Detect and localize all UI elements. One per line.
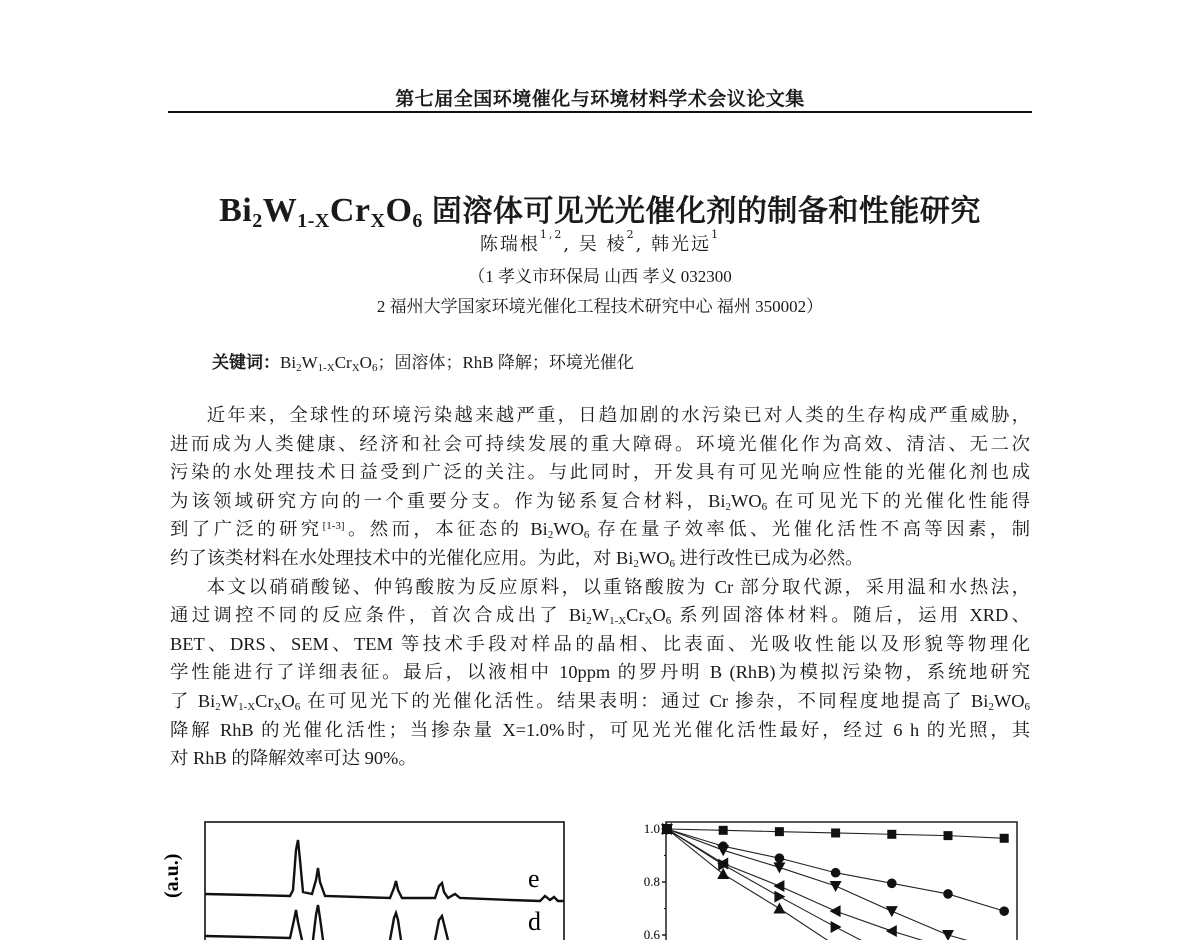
triangle-down-marker <box>717 845 729 856</box>
keyword-formula: $Bi_2W_{1-X}Cr_XO_6$ <box>280 353 378 374</box>
author-name: 陈瑞根 <box>479 234 540 255</box>
keywords-label: 关键词： <box>212 353 280 373</box>
author-name: 韩光远 <box>651 234 712 255</box>
series-square <box>663 825 1009 843</box>
series-group <box>661 823 1010 940</box>
paper-title <box>168 186 1032 230</box>
text-line: 到了广泛的研究[1-3]。然而，本征态的 $Bi_2WO_6$ 存在量子效率低、光催化活性不高等因素，制 <box>170 519 1030 542</box>
formula-part: Bi <box>219 192 253 229</box>
square-marker <box>775 827 784 836</box>
formula-part: Cr <box>329 192 371 229</box>
author-name: 吴 棱 <box>578 234 627 255</box>
text-line: 了 $Bi_2W_{1-X}Cr_XO_6$ 在可见光下的光催化活性。结果表明：通过 Cr 掺杂，不同程度地提高了 $Bi_2WO_6$ <box>170 690 1030 713</box>
circle-marker <box>831 868 841 878</box>
xrd-chart <box>150 810 580 940</box>
triangle-down-marker <box>773 862 785 873</box>
text-line: 对 RhB 的降解效率可达 90%。 <box>170 748 417 769</box>
formula-part: W <box>262 192 298 229</box>
triangle-left-marker <box>830 905 841 917</box>
formula-part: O <box>385 192 413 229</box>
triangle-down-marker <box>942 930 954 940</box>
trace-label-d: d <box>528 907 541 936</box>
y-axis <box>644 821 666 940</box>
text-line: 通过调控不同的反应条件，首次合成出了 $Bi_2W_{1-X}Cr_XO_6$ 系列固溶体材料。随后，运用 XRD、 <box>170 605 1030 628</box>
y-tick-label: 1.0 <box>643 821 660 836</box>
circle-marker <box>999 906 1009 916</box>
square-marker <box>831 828 840 837</box>
text-line: 降解 RhB 的光催化活性；当掺杂量 X=1.0%时，可见光光催化活性最好，经过 6 h 的光照，其 <box>170 719 1030 740</box>
keyword: 固溶体 <box>394 353 446 372</box>
text-line: 近年来，全球性的环境污染越来越严重，日趋加剧的水污染已对人类的生存构成严重威胁， <box>206 405 1030 425</box>
y-tick-label: 0.8 <box>643 874 660 889</box>
series-circle <box>662 824 1009 916</box>
title-text: 固溶体可见光光催化剂的制备和性能研究 <box>431 194 981 229</box>
formula-sub: X <box>370 210 386 232</box>
formula-sub: 1-X <box>297 210 330 232</box>
triangle-down-marker <box>886 906 898 917</box>
keyword: RhB 降解 <box>462 353 532 372</box>
triangle-left-marker <box>886 925 897 937</box>
plot-frame <box>205 822 564 940</box>
title-formula <box>219 192 432 232</box>
body-text <box>170 401 1030 773</box>
keywords: 关键词：$Bi_2W_{1-X}Cr_XO_6$；固溶体；RhB 降解；环境光催化 <box>212 353 634 374</box>
trace-label-e: e <box>528 864 540 893</box>
trace-e <box>205 840 564 901</box>
trace-d <box>205 905 448 940</box>
keyword: 环境光催化 <box>548 353 634 372</box>
triangle-left-marker <box>773 880 784 892</box>
author-affiliation-mark: 1 <box>711 228 721 241</box>
square-marker <box>887 830 896 839</box>
text-line: 污染的水处理技术日益受到广泛的关注。与此同时，开发具有可见光响应性能的光催化剂也成 <box>170 462 1030 483</box>
square-marker <box>944 831 953 840</box>
author-list: 陈瑞根$^{1,2}$, 吴 棱$^2$, 韩光远$^1$ <box>479 228 721 255</box>
triangle-right-marker <box>774 891 785 903</box>
y-axis-label: (a.u.) <box>161 853 183 898</box>
series-down-triangle <box>661 824 1010 940</box>
text-line: BET、DRS、SEM、TEM 等技术手段对样品的晶相、比表面、光吸收性能以及形貌等物理化 <box>170 633 1030 654</box>
text-line: 学性能进行了详细表征。最后，以液相中 10ppm 的罗丹明 B (RhB)为模拟污染物，系统地研究 <box>170 662 1030 683</box>
text-line: 进而成为人类健康、经济和社会可持续发展的重大障碍。环境光催化作为高效、清洁、无二次 <box>170 433 1030 454</box>
affiliation-2: 2 福州大学国家环境光催化工程技术研究中心 福州 350002） <box>376 297 824 316</box>
square-marker <box>719 826 728 835</box>
running-header: 第七届全国环境催化与环境材料学术会议论文集 <box>395 88 805 110</box>
author-affiliation-mark: 2 <box>626 228 636 241</box>
paragraph-2 <box>170 573 1030 773</box>
paragraph-1 <box>170 401 1030 573</box>
triangle-up-marker <box>773 903 785 914</box>
triangle-down-marker <box>830 881 842 892</box>
circle-marker <box>943 889 953 899</box>
author-affiliation-mark: 1,2 <box>539 228 564 241</box>
text-line: 为该领域研究方向的一个重要分支。作为铋系复合材料，$Bi_2WO_6$ 在可见光下的光催化性能得 <box>170 490 1030 513</box>
affiliation-1: （1 孝义市环保局 山西 孝义 032300 <box>468 267 732 286</box>
triangle-right-marker <box>831 921 842 933</box>
circle-marker <box>775 853 785 863</box>
header-rule <box>168 111 1032 113</box>
circle-marker <box>887 879 897 889</box>
y-tick-label: 0.6 <box>643 927 660 940</box>
formula-sub: 2 <box>252 210 263 232</box>
text-line: 本文以硝硝酸铋、仲钨酸胺为反应原料，以重铬酸胺为 Cr 部分取代源，采用温和水热法， <box>206 576 1030 597</box>
text-line: 约了该类材料在水处理技术中的光催化应用。为此，对 $Bi_2WO_6$ 进行改性已成为必然。 <box>170 547 864 570</box>
square-marker <box>1000 834 1009 843</box>
formula-sub: 6 <box>412 210 423 232</box>
xrd-ylabel <box>161 854 183 898</box>
degradation-chart <box>620 810 1040 940</box>
